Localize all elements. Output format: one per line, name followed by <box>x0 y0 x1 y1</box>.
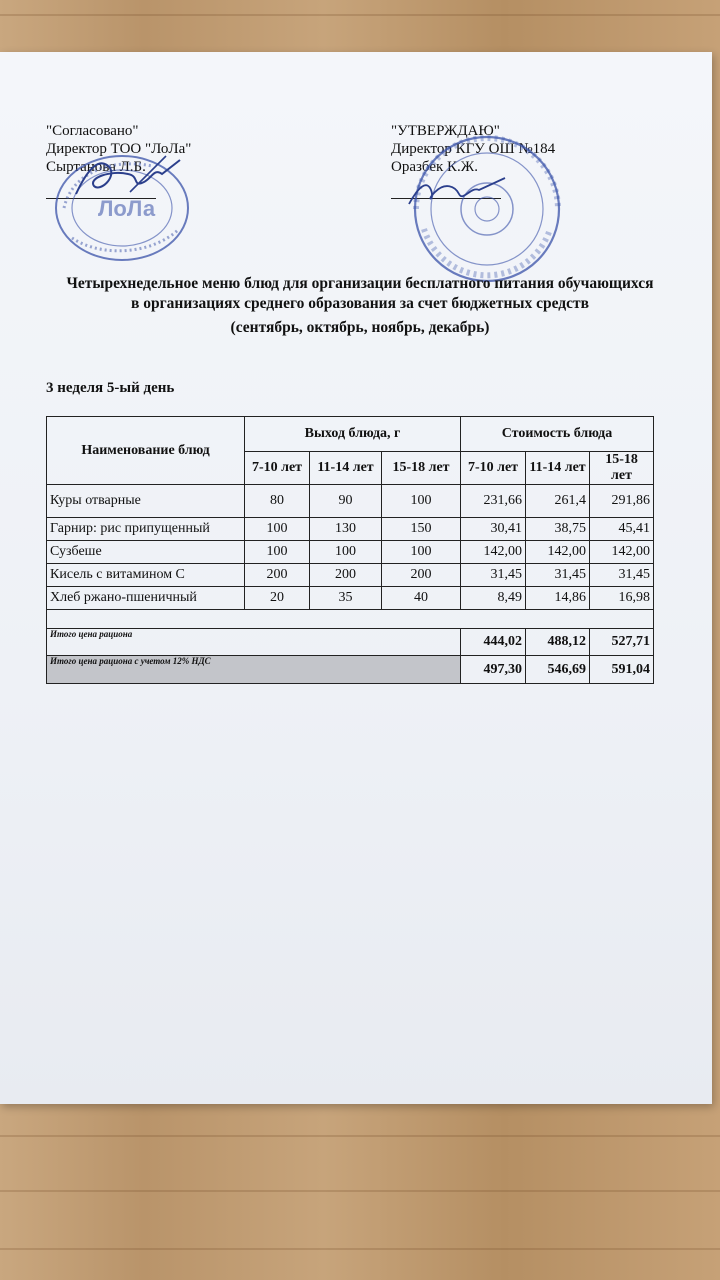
total-vat-cell: 546,69 <box>526 656 590 684</box>
approval-left-position: Директор ТОО "ЛоЛа" <box>46 141 192 157</box>
yield-cell: 130 <box>310 518 382 541</box>
left-signature-icon <box>70 148 190 208</box>
header-dish-name: Наименование блюд <box>47 417 245 485</box>
header-yield-age: 11-14 лет <box>310 452 382 485</box>
approval-left-heading: "Согласовано" <box>46 123 139 139</box>
yield-cell: 90 <box>310 485 382 518</box>
header-cost-age: 11-14 лет <box>526 452 590 485</box>
table-row <box>47 541 654 564</box>
cost-cell: 231,66 <box>461 485 526 518</box>
yield-cell: 40 <box>382 587 461 610</box>
dish-name: Кисель с витамином С <box>47 564 245 587</box>
total-cell: 527,71 <box>590 629 654 656</box>
yield-cell: 100 <box>245 541 310 564</box>
total-vat-cell: 591,04 <box>590 656 654 684</box>
cost-cell: 30,41 <box>461 518 526 541</box>
table-row <box>47 485 654 518</box>
yield-cell: 100 <box>310 541 382 564</box>
cost-cell: 8,49 <box>461 587 526 610</box>
approval-left-name: Сыртанова Л.Б. <box>46 159 146 175</box>
header-cost-age: 15-18 лет <box>590 452 654 485</box>
total-row <box>47 629 654 656</box>
yield-cell: 20 <box>245 587 310 610</box>
cost-cell: 142,00 <box>590 541 654 564</box>
table-row <box>47 587 654 610</box>
table-row <box>47 564 654 587</box>
yield-cell: 200 <box>245 564 310 587</box>
cost-cell: 291,86 <box>590 485 654 518</box>
approval-right-name: Оразбек К.Ж. <box>391 159 478 175</box>
title-line-3: (сентябрь, октябрь, ноябрь, декабрь) <box>230 319 490 336</box>
yield-cell: 80 <box>245 485 310 518</box>
table-row <box>47 518 654 541</box>
header-yield-group: Выход блюда, г <box>245 417 461 452</box>
cost-cell: 16,98 <box>590 587 654 610</box>
title-line-1: Четырехнедельное меню блюд для организации бесплатного питания обучающихся <box>66 275 654 292</box>
total-vat-cell: 497,30 <box>461 656 526 684</box>
right-signature-icon <box>405 156 515 216</box>
header-yield-age: 15-18 лет <box>382 452 461 485</box>
dish-name: Хлеб ржано-пшеничный <box>47 587 245 610</box>
yield-cell: 150 <box>382 518 461 541</box>
cost-cell: 31,45 <box>590 564 654 587</box>
yield-cell: 200 <box>382 564 461 587</box>
total-cell: 488,12 <box>526 629 590 656</box>
cost-cell: 31,45 <box>526 564 590 587</box>
total-vat-row <box>47 656 654 684</box>
total-cell: 444,02 <box>461 629 526 656</box>
approval-right-position: Директор КГУ ОШ №184 <box>391 141 556 157</box>
header-cost-group: Стоимость блюда <box>461 417 654 452</box>
yield-cell: 100 <box>245 518 310 541</box>
cost-cell: 142,00 <box>526 541 590 564</box>
dish-name: Сузбеше <box>47 541 245 564</box>
header-yield-age: 7-10 лет <box>245 452 310 485</box>
cost-cell: 142,00 <box>461 541 526 564</box>
dish-name: Куры отварные <box>47 485 245 518</box>
cost-cell: 38,75 <box>526 518 590 541</box>
yield-cell: 100 <box>382 541 461 564</box>
total-label: Итого цена рациона <box>47 629 461 656</box>
total-vat-label: Итого цена рациона с учетом 12% НДС <box>47 656 461 684</box>
yield-cell: 200 <box>310 564 382 587</box>
spacer-row <box>47 610 654 629</box>
day-label: 3 неделя 5-ый день <box>46 380 175 396</box>
cost-cell: 261,4 <box>526 485 590 518</box>
header-cost-age: 7-10 лет <box>461 452 526 485</box>
menu-table <box>46 416 654 684</box>
dish-name: Гарнир: рис припущенный <box>47 518 245 541</box>
svg-text:ЛоЛа: ЛоЛа <box>98 196 156 221</box>
yield-cell: 100 <box>382 485 461 518</box>
approval-right-heading: "УТВЕРЖДАЮ" <box>391 123 500 139</box>
cost-cell: 14,86 <box>526 587 590 610</box>
cost-cell: 31,45 <box>461 564 526 587</box>
title-line-2: в организациях среднего образования за счет бюджетных средств <box>131 295 589 312</box>
yield-cell: 35 <box>310 587 382 610</box>
cost-cell: 45,41 <box>590 518 654 541</box>
